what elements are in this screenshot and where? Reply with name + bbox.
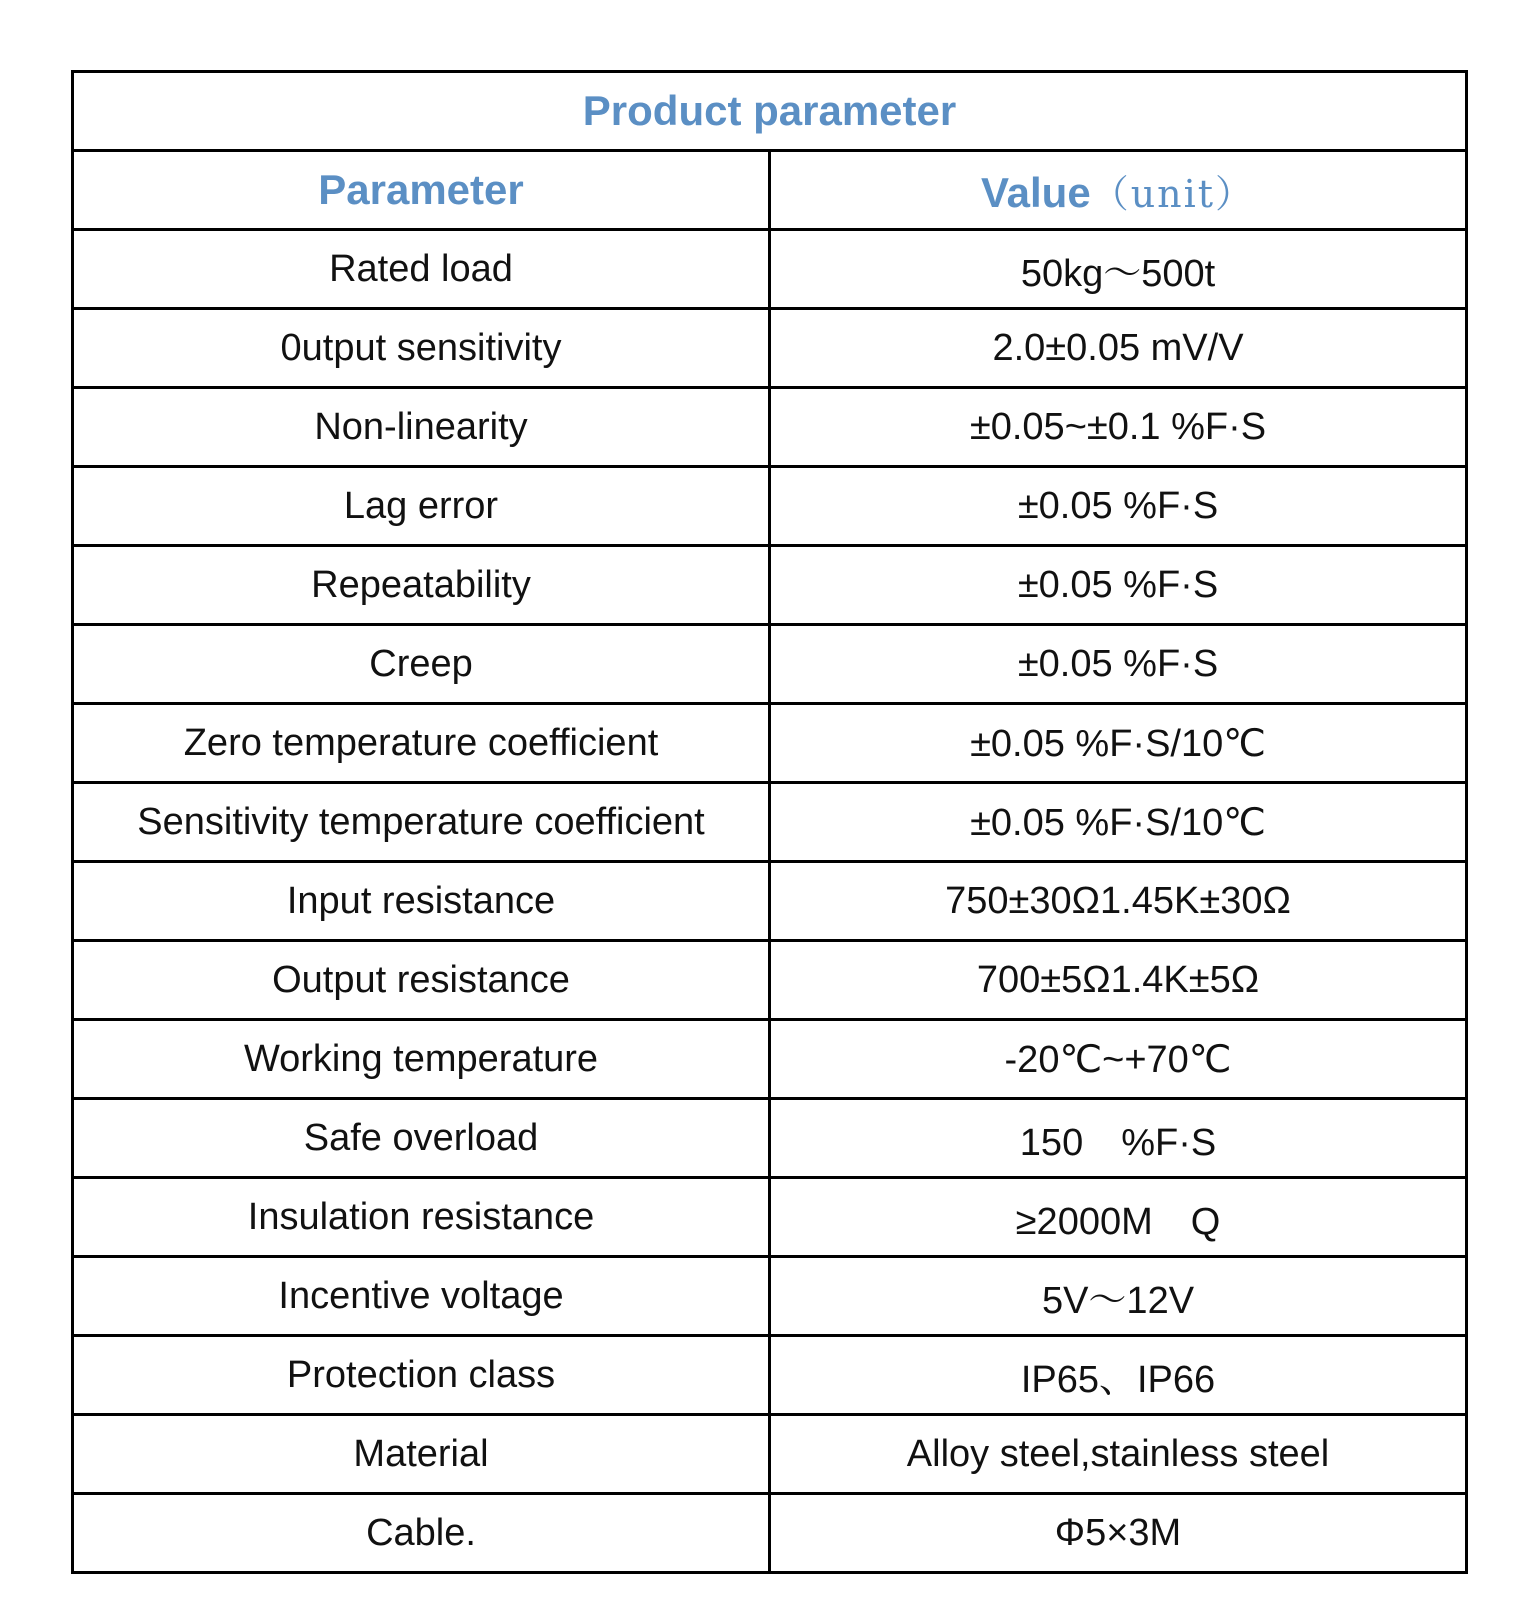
value-cell: 150 %F·S (770, 1099, 1467, 1178)
table-row (73, 1494, 1467, 1573)
value-cell: IP65、IP66 (770, 1336, 1467, 1415)
header-value-label: Value (980, 168, 1091, 216)
parameter-cell: Safe overload (73, 1099, 770, 1178)
parameter-cell: Output resistance (73, 941, 770, 1020)
table-row (73, 1257, 1467, 1336)
parameter-cell: Material (73, 1415, 770, 1494)
table-row (73, 1099, 1467, 1178)
parameter-cell: 0utput sensitivity (73, 309, 770, 388)
table-body (73, 72, 1467, 1573)
value-cell: ≥2000M Q (770, 1178, 1467, 1257)
table-title: Product parameter (73, 72, 1467, 151)
parameter-cell: Non-linearity (73, 388, 770, 467)
value-cell: 2.0±0.05 mV/V (770, 309, 1467, 388)
product-parameter-table (71, 70, 1468, 1574)
value-cell: 50kg～500t (770, 230, 1467, 309)
table-row (73, 230, 1467, 309)
value-cell: ±0.05 %F·S (770, 546, 1467, 625)
value-cell: ±0.05 %F·S (770, 467, 1467, 546)
parameter-cell: Cable. (73, 1494, 770, 1573)
table-row (73, 1020, 1467, 1099)
value-cell: ±0.05~±0.1 %F·S (770, 388, 1467, 467)
header-row (73, 151, 1467, 230)
value-cell: ±0.05 %F·S (770, 625, 1467, 704)
value-cell: 700±5Ω1.4K±5Ω (770, 941, 1467, 1020)
table-row (73, 625, 1467, 704)
value-cell: 5V～12V (770, 1257, 1467, 1336)
table-row (73, 1336, 1467, 1415)
parameter-cell: Lag error (73, 467, 770, 546)
parameter-cell: Working temperature (73, 1020, 770, 1099)
table-row (73, 546, 1467, 625)
table-row (73, 467, 1467, 546)
table-row (73, 388, 1467, 467)
header-value-unit: （unit） (1090, 171, 1256, 216)
parameter-cell: Sensitivity temperature coefficient (73, 783, 770, 862)
value-cell: Alloy steel,stainless steel (770, 1415, 1467, 1494)
parameter-cell: Protection class (73, 1336, 770, 1415)
parameter-cell: Input resistance (73, 862, 770, 941)
parameter-cell: Insulation resistance (73, 1178, 770, 1257)
parameter-cell: Incentive voltage (73, 1257, 770, 1336)
parameter-cell: Repeatability (73, 546, 770, 625)
header-value (770, 151, 1467, 230)
table-row (73, 704, 1467, 783)
table-row (73, 1178, 1467, 1257)
parameter-cell: Creep (73, 625, 770, 704)
parameter-cell: Zero temperature coefficient (73, 704, 770, 783)
table-row (73, 783, 1467, 862)
value-cell: 750±30Ω1.45K±30Ω (770, 862, 1467, 941)
table-row (73, 309, 1467, 388)
table-row (73, 941, 1467, 1020)
value-cell: -20℃~+70℃ (770, 1020, 1467, 1099)
header-parameter: Parameter (73, 151, 770, 230)
parameter-cell: Rated load (73, 230, 770, 309)
table-row (73, 862, 1467, 941)
value-cell: ±0.05 %F·S/10℃ (770, 704, 1467, 783)
title-row (73, 72, 1467, 151)
value-cell: ±0.05 %F·S/10℃ (770, 783, 1467, 862)
value-cell: Φ5×3M (770, 1494, 1467, 1573)
table-row (73, 1415, 1467, 1494)
